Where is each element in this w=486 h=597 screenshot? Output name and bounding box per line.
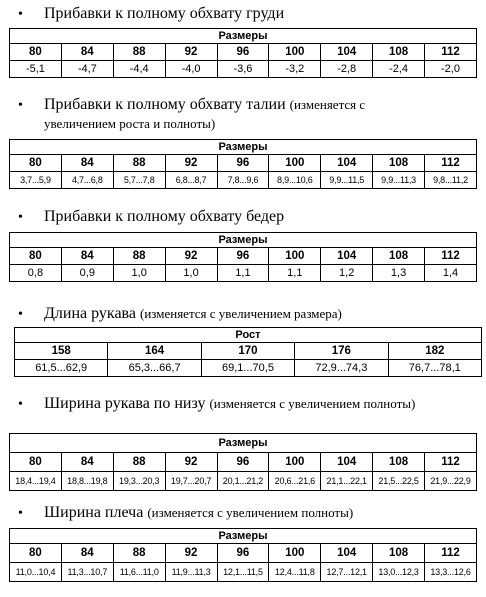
size-cell: 112 [425, 248, 477, 265]
table-header: Рост [15, 328, 482, 343]
value-cell: -5,1 [10, 61, 62, 78]
size-cell: 112 [425, 544, 477, 563]
value-cell: -2,8 [321, 61, 373, 78]
size-cell: 96 [217, 44, 269, 61]
heights-row [15, 343, 482, 360]
value-cell: 13,0...12,3 [373, 563, 425, 582]
bullet-icon: • [18, 7, 23, 22]
hips-table [9, 232, 477, 282]
size-cell: 80 [10, 453, 62, 472]
section-title-waist [18, 96, 482, 133]
table-header: Размеры [10, 233, 477, 248]
size-cell: 104 [321, 453, 373, 472]
size-cell: 88 [113, 44, 165, 61]
bullet-icon: • [18, 210, 23, 225]
size-cell: 104 [321, 155, 373, 172]
table-header: Размеры [10, 529, 477, 544]
value-cell: 11,6...11,0 [113, 563, 165, 582]
value-cell: 72,9...74,3 [295, 360, 388, 377]
size-cell: 100 [269, 155, 321, 172]
waist-note-continued: увеличением роста и полноты) [44, 116, 216, 131]
size-cell: 100 [269, 453, 321, 472]
value-cell: 69,1...70,5 [201, 360, 294, 377]
value-cell: -2,4 [373, 61, 425, 78]
value-cell: -4,7 [61, 61, 113, 78]
value-cell: 3,7...5,9 [10, 172, 62, 189]
sizes-row [10, 44, 477, 61]
size-cell: 88 [113, 544, 165, 563]
section-title-sleeve-width [18, 395, 482, 414]
height-cell: 164 [108, 343, 201, 360]
value-cell: 9,9...11,3 [373, 172, 425, 189]
size-cell: 108 [373, 544, 425, 563]
values-row [15, 360, 482, 377]
value-cell: 6,8...8,7 [165, 172, 217, 189]
table-header: Размеры [10, 140, 477, 155]
value-cell: 18,4...19,4 [10, 472, 62, 491]
value-cell: 19,7...20,7 [165, 472, 217, 491]
sizes-row [10, 248, 477, 265]
value-cell: -3,6 [217, 61, 269, 78]
value-cell: 21,9...22,9 [425, 472, 477, 491]
size-cell: 112 [425, 44, 477, 61]
value-cell: 12,4...11,8 [269, 563, 321, 582]
value-cell: 12,1...11,5 [217, 563, 269, 582]
value-cell: 9,9...11,5 [321, 172, 373, 189]
value-cell: 11,9...11,3 [165, 563, 217, 582]
bullet-icon: • [18, 98, 23, 113]
size-cell: 92 [165, 44, 217, 61]
size-cell: 84 [61, 453, 113, 472]
value-cell: 1,0 [113, 265, 165, 282]
height-cell: 158 [15, 343, 108, 360]
bullet-icon: • [18, 397, 23, 412]
size-cell: 96 [217, 544, 269, 563]
sleeve-length-table [14, 327, 482, 377]
size-cell: 100 [269, 44, 321, 61]
sizes-row [10, 453, 477, 472]
value-cell: -4,0 [165, 61, 217, 78]
value-cell: 1,4 [425, 265, 477, 282]
bullet-icon: • [18, 307, 23, 322]
section-title-shoulder-width [18, 504, 482, 523]
size-cell: 84 [61, 248, 113, 265]
value-cell: 0,9 [61, 265, 113, 282]
sleeve-width-table [9, 433, 477, 491]
value-cell: 5,7...7,8 [113, 172, 165, 189]
value-cell: 7,8...9,6 [217, 172, 269, 189]
value-cell: 65,3...66,7 [108, 360, 201, 377]
value-cell: -2,0 [425, 61, 477, 78]
chest-title: Прибавки к полному обхвату груди [44, 5, 285, 22]
value-cell: 1,1 [269, 265, 321, 282]
sleeve-length-note: (изменяется с увеличением размера) [140, 306, 342, 321]
section-title-sleeve-length [18, 305, 482, 324]
size-cell: 84 [61, 544, 113, 563]
table-header: Размеры [10, 434, 477, 453]
value-cell: 1,3 [373, 265, 425, 282]
size-cell: 108 [373, 453, 425, 472]
shoulder-width-title: Ширина плеча [44, 504, 144, 521]
size-cell: 80 [10, 155, 62, 172]
size-cell: 112 [425, 453, 477, 472]
value-cell: 21,1...22,1 [321, 472, 373, 491]
size-cell: 88 [113, 453, 165, 472]
size-cell: 104 [321, 544, 373, 563]
size-cell: 104 [321, 44, 373, 61]
height-cell: 182 [388, 343, 481, 360]
value-cell: 12,7...12,1 [321, 563, 373, 582]
size-cell: 104 [321, 248, 373, 265]
size-cell: 108 [373, 248, 425, 265]
shoulder-width-note: (изменяется с увеличением полноты) [147, 505, 354, 520]
value-cell: 13,3...12,6 [425, 563, 477, 582]
sizes-row [10, 544, 477, 563]
section-title-chest [18, 5, 482, 24]
value-cell: 8,9...10,6 [269, 172, 321, 189]
size-cell: 112 [425, 155, 477, 172]
value-cell: -4,4 [113, 61, 165, 78]
value-cell: 21,5...22,5 [373, 472, 425, 491]
values-row [10, 61, 477, 78]
size-cell: 108 [373, 44, 425, 61]
section-title-hips [18, 208, 482, 227]
values-row [10, 172, 477, 189]
size-cell: 96 [217, 453, 269, 472]
waist-table [9, 139, 477, 189]
values-row [10, 563, 477, 582]
chest-table [9, 28, 477, 78]
value-cell: 0,8 [10, 265, 62, 282]
value-cell: -3,2 [269, 61, 321, 78]
value-cell: 18,8...19,8 [61, 472, 113, 491]
height-cell: 170 [201, 343, 294, 360]
size-cell: 88 [113, 248, 165, 265]
size-cell: 92 [165, 544, 217, 563]
waist-title: Прибавки к полному обхвату талии [44, 96, 286, 113]
value-cell: 4,7...6,8 [61, 172, 113, 189]
size-cell: 88 [113, 155, 165, 172]
size-cell: 92 [165, 155, 217, 172]
size-cell: 84 [61, 44, 113, 61]
value-cell: 9,8...11,2 [425, 172, 477, 189]
size-cell: 80 [10, 544, 62, 563]
value-cell: 11,0...10,4 [10, 563, 62, 582]
values-row [10, 265, 477, 282]
value-cell: 1,1 [217, 265, 269, 282]
size-cell: 92 [165, 248, 217, 265]
sleeve-length-title: Длина рукава [44, 305, 136, 322]
size-cell: 92 [165, 453, 217, 472]
value-cell: 1,2 [321, 265, 373, 282]
size-cell: 100 [269, 544, 321, 563]
value-cell: 1,0 [165, 265, 217, 282]
value-cell: 20,1...21,2 [217, 472, 269, 491]
table-header: Размеры [10, 29, 477, 44]
bullet-icon: • [18, 506, 23, 521]
size-cell: 96 [217, 248, 269, 265]
size-cell: 80 [10, 248, 62, 265]
hips-title: Прибавки к полному обхвату бедер [44, 208, 285, 225]
value-cell: 76,7...78,1 [388, 360, 481, 377]
height-cell: 176 [295, 343, 388, 360]
value-cell: 20,6...21,6 [269, 472, 321, 491]
size-cell: 96 [217, 155, 269, 172]
value-cell: 61,5...62,9 [15, 360, 108, 377]
sizes-row [10, 155, 477, 172]
value-cell: 19,3...20,3 [113, 472, 165, 491]
sleeve-width-title: Ширина рукава по низу [44, 395, 206, 412]
size-cell: 100 [269, 248, 321, 265]
waist-note: (изменяется с [289, 97, 366, 112]
size-cell: 108 [373, 155, 425, 172]
size-cell: 84 [61, 155, 113, 172]
values-row [10, 472, 477, 491]
value-cell: 11,3...10,7 [61, 563, 113, 582]
size-cell: 80 [10, 44, 62, 61]
shoulder-width-table [9, 528, 477, 582]
sleeve-width-note: (изменяется с увеличением полноты) [209, 396, 416, 411]
